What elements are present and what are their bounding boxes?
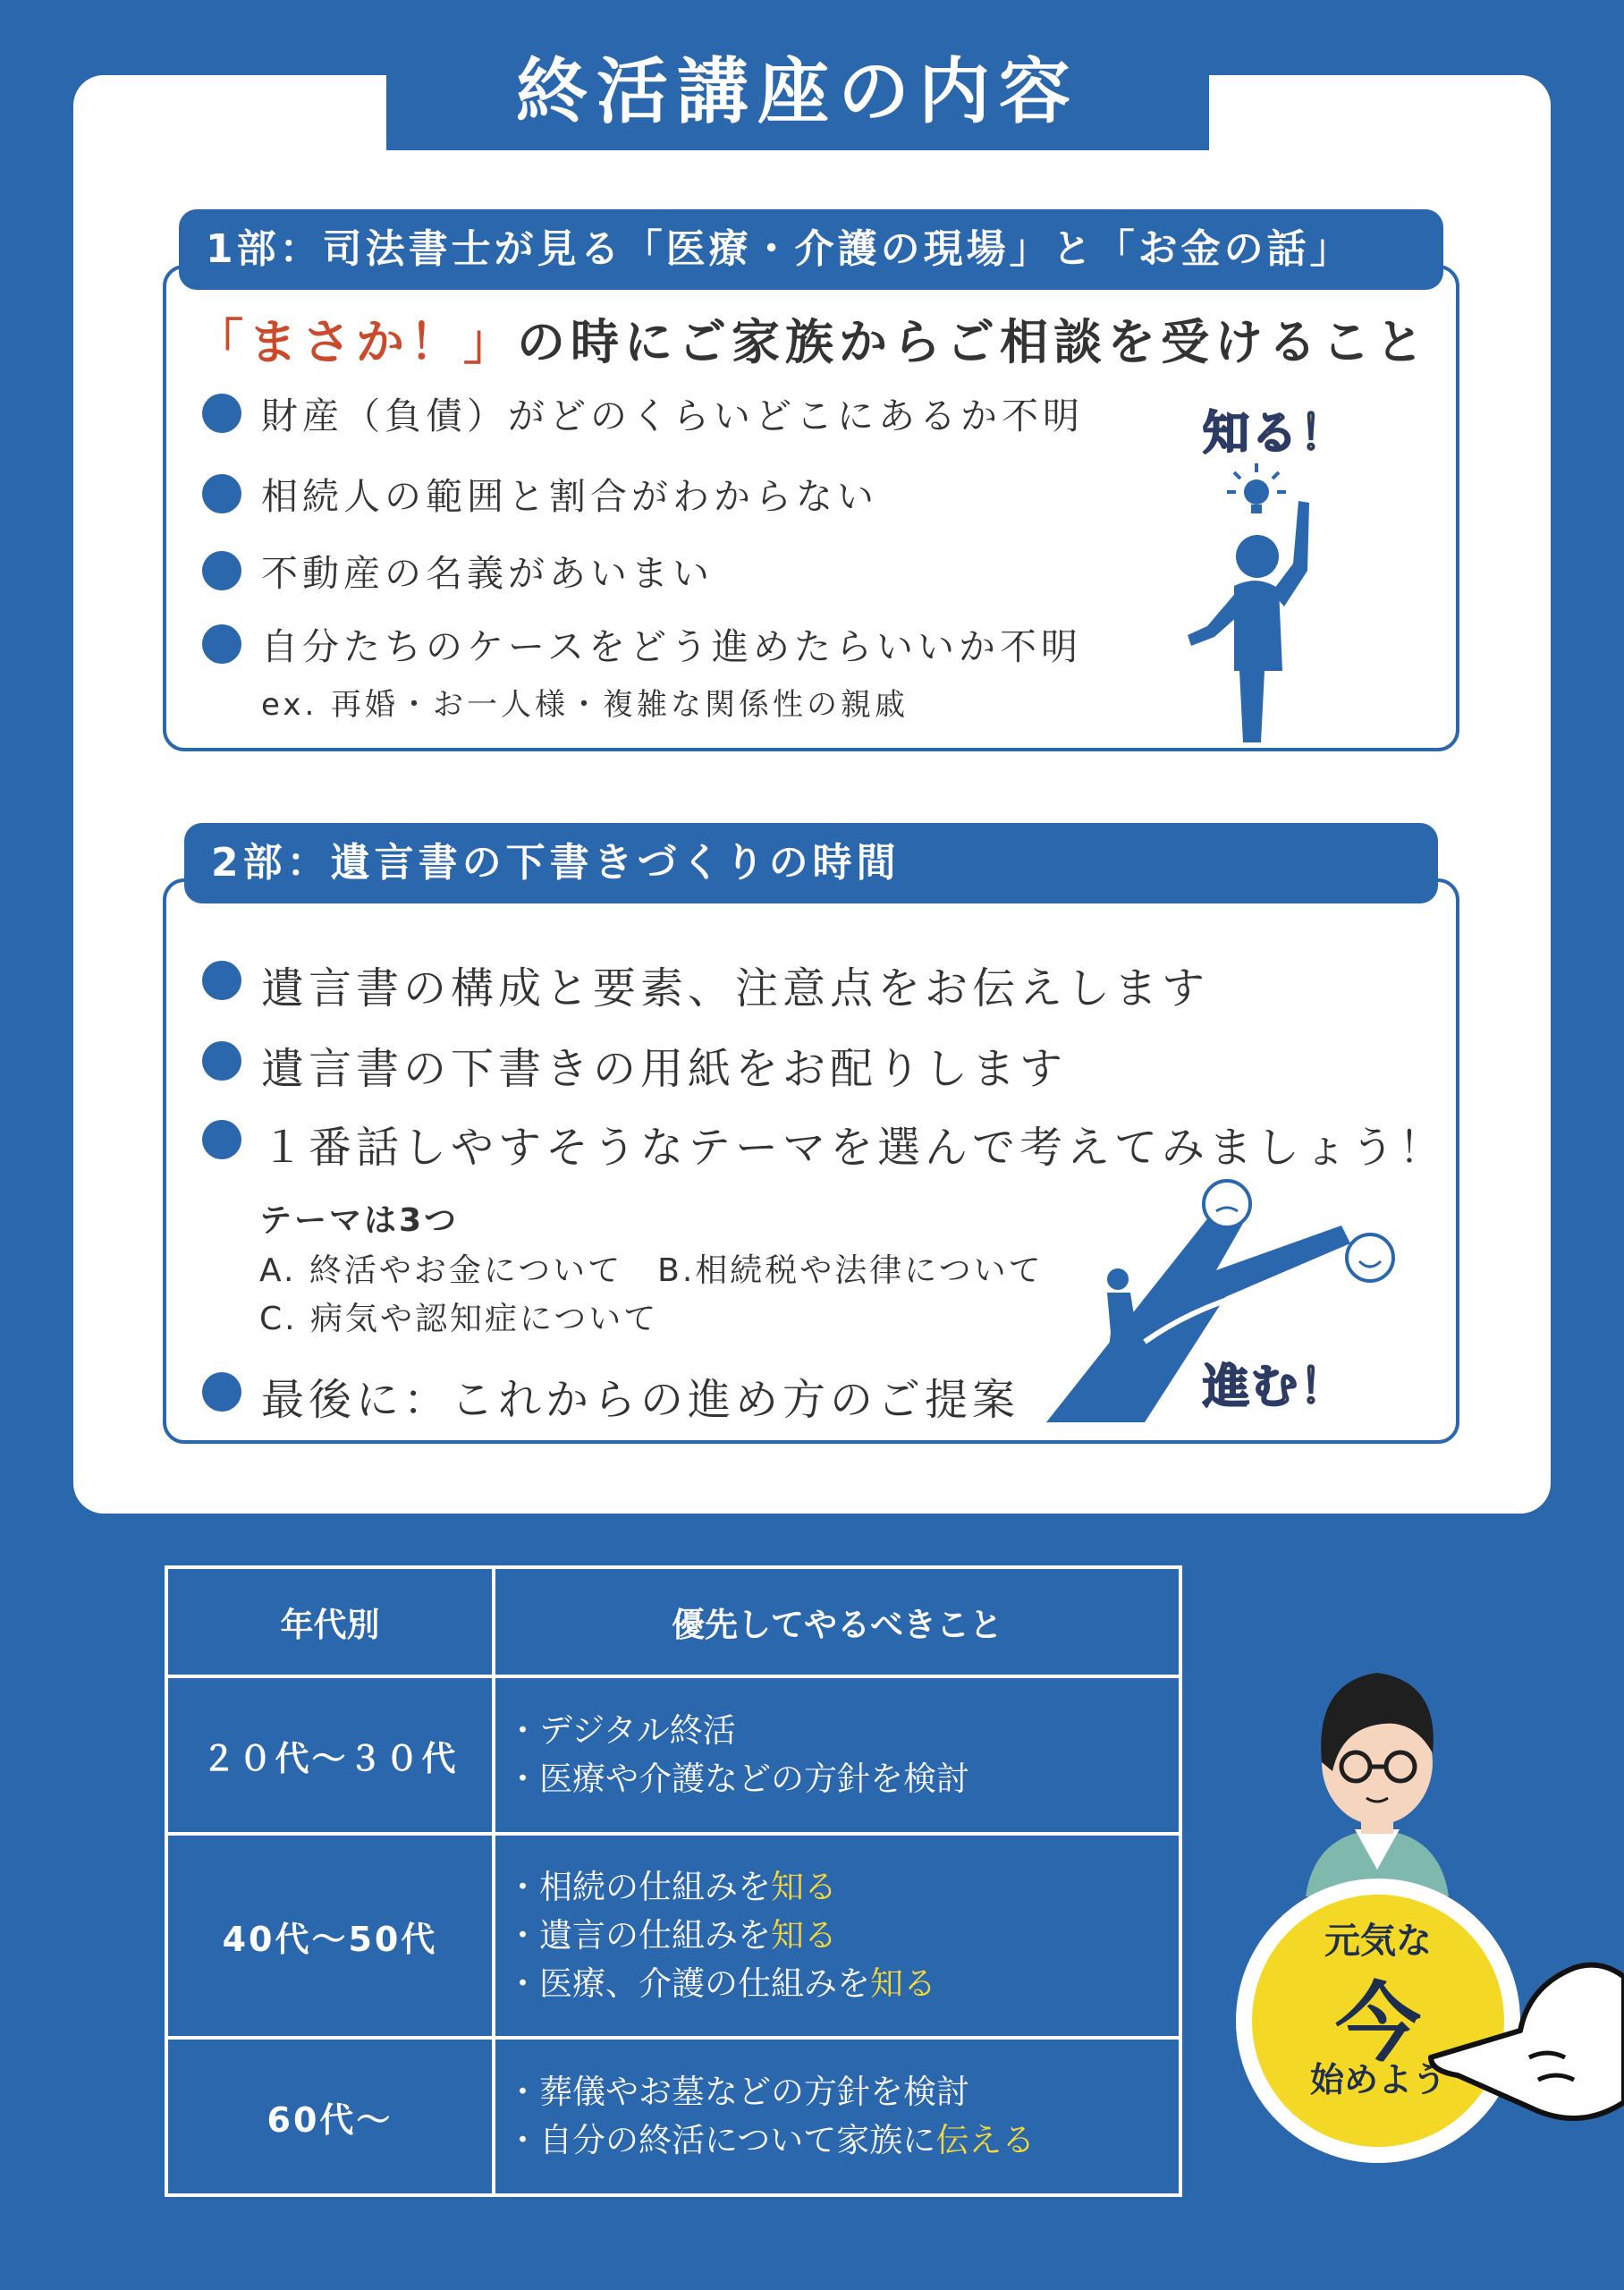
- table-row: [166, 1676, 1180, 1834]
- task-line: ・医療、介護の仕組みを知る: [506, 1964, 936, 2003]
- bullet-icon: [202, 1120, 241, 1159]
- lead-rest: の時にご家族からご相談を受けること: [517, 314, 1429, 370]
- section2-header: 2部：遺言書の下書きづくりの時間: [184, 823, 1438, 903]
- page-title: 終活講座の内容: [516, 50, 1079, 133]
- table-header-age: 年代別: [166, 1567, 494, 1676]
- task-line: ・相続の仕組みを知る: [506, 1868, 837, 1906]
- task-line: ・自分の終活について家族に伝える: [506, 2121, 1036, 2159]
- task-line: ・デジタル終活: [506, 1711, 736, 1750]
- progress-tag: 進む！: [1203, 1361, 1349, 1414]
- section2-item: １番話しやすそうなテーマを選んで考えてみましょう！: [261, 1123, 1447, 1173]
- age-cell: ２０代～３０代: [166, 1676, 494, 1834]
- table-header-tasks: 優先してやるべきこと: [494, 1567, 1180, 1676]
- section1-lead: [195, 304, 1429, 373]
- tasks-cell: [494, 2038, 1180, 2195]
- section1-item: 財産（負債）がどのくらいどこにあるか不明: [261, 394, 1084, 437]
- section2-item: 遺言書の構成と要素、注意点をお伝えします: [261, 963, 1210, 1014]
- section1-example: ex. 再婚・お一人様・複雑な関係性の親戚: [261, 687, 909, 723]
- theme-line: C. 病気や認知症について: [259, 1301, 659, 1337]
- section1-item: 相続人の範囲と割合がわからない: [261, 475, 878, 518]
- section2-item: 遺言書の下書きの用紙をお配りします: [261, 1044, 1068, 1094]
- badge-line2: 始めよう: [1309, 2060, 1446, 2099]
- section1-item: 不動産の名義があいまい: [261, 552, 714, 595]
- theme-title: テーマは3つ: [259, 1202, 460, 1239]
- theme-line: A. 終活やお金について B.相続税や法律について: [259, 1252, 1044, 1289]
- badge-big: 今: [1335, 1973, 1421, 2074]
- tasks-cell: [494, 1676, 1180, 1834]
- bullet-icon: [202, 474, 241, 513]
- bullet-icon: [202, 961, 241, 1000]
- age-priority-table: [165, 1565, 1182, 2197]
- table-row: [166, 2038, 1180, 2195]
- task-line: ・医療や介護などの方針を検討: [506, 1760, 969, 1798]
- tasks-cell: [494, 1834, 1180, 2038]
- section1-header: 1部：司法書士が見る「医療・介護の現場」と「お金の話」: [179, 209, 1443, 290]
- task-line: ・葬儀やお墓などの方針を検討: [506, 2073, 969, 2111]
- section1-item: 自分たちのケースをどう進めたらいいか不明: [261, 625, 1082, 668]
- bullet-icon: [202, 624, 241, 664]
- task-line: ・遺言の仕組みを知る: [506, 1916, 837, 1955]
- age-cell: 40代～50代: [166, 1834, 494, 2038]
- bullet-icon: [202, 394, 241, 433]
- table-row: [166, 1834, 1180, 2038]
- person-pointing-icon: [1171, 456, 1350, 751]
- table-header-row: [166, 1567, 1180, 1676]
- know-tag: 知る！: [1203, 407, 1349, 461]
- age-cell: 60代～: [166, 2038, 494, 2195]
- lead-highlight: 「まさか！」: [195, 314, 517, 370]
- bullet-icon: [202, 1041, 241, 1081]
- bullet-icon: [202, 551, 241, 590]
- pointing-hand-icon: [1422, 1923, 1624, 2129]
- section2-item: 最後に：これからの進め方のご提案: [261, 1375, 1020, 1425]
- man-with-glasses-icon: [1279, 1646, 1476, 1896]
- bullet-icon: [202, 1372, 241, 1412]
- badge-line1: 元気な: [1324, 1921, 1432, 1962]
